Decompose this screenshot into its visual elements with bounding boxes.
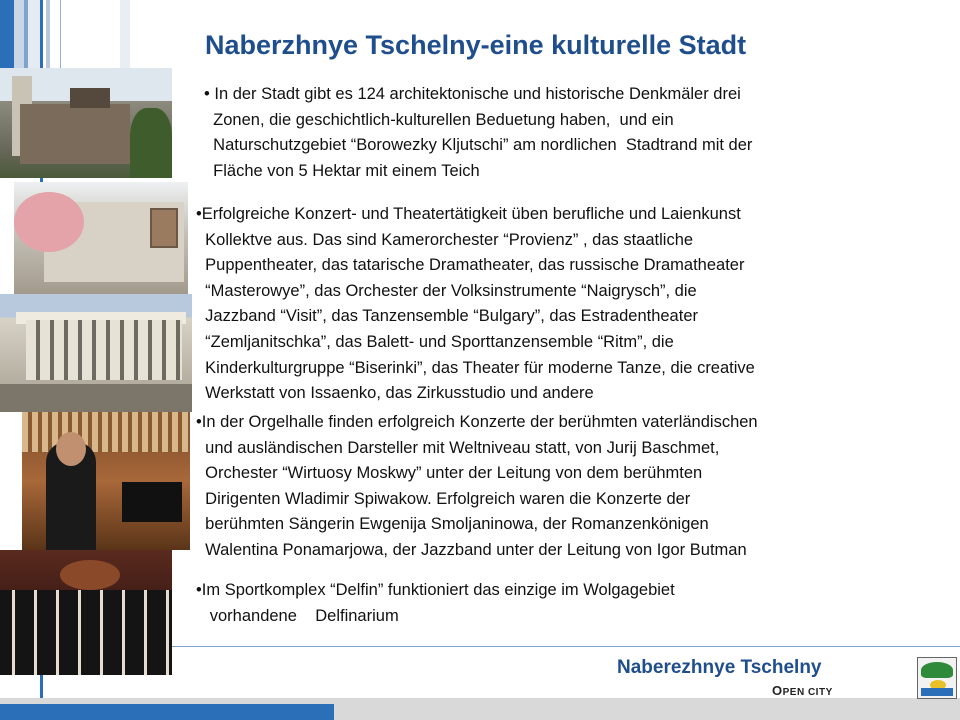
bullet-line: Walentina Ponamarjowa, der Jazzband unter der Leitung von Igor Butman: [196, 540, 747, 559]
bullet-line: Puppentheater, das tatarische Dramatheater, das russische Dramatheater: [196, 256, 745, 275]
brand-tagline: [772, 683, 833, 698]
photo-violinist: [22, 412, 190, 550]
brand-name: Naberezhnye Tschelny: [617, 657, 822, 678]
tagline-initial: O: [772, 683, 783, 698]
bullet-line: berühmten Sängerin Ewgenija Smoljaninowa, der Romanzenkönigen: [196, 515, 709, 534]
decor-stripe: [0, 0, 14, 70]
photo-theatre-facade: [14, 182, 188, 294]
decor-stripe: [60, 0, 61, 70]
bullet-line: und ausländischen Darsteller mit Weltniveau statt, von Jurij Baschmet,: [196, 438, 720, 457]
tagline-rest: PEN CITY: [782, 687, 833, 698]
photo-choir-performance: [0, 550, 172, 675]
photo-concert-hall: [0, 294, 192, 412]
bullet-monuments: [204, 82, 752, 184]
bullet-line: •Im Sportkomplex “Delfin” funktioniert das einzige im Wolgagebiet: [196, 581, 675, 599]
bullet-line: Jazzband “Visit”, das Tanzensemble “Bulgary”, das Estradentheater: [196, 307, 698, 326]
bullet-line: Kinderkulturgruppe “Biserinki”, das Theater für moderne Tanze, die creative: [196, 358, 755, 377]
decor-stripe: [46, 0, 50, 70]
footer-divider: [172, 646, 960, 647]
decor-stripe: [28, 0, 40, 70]
photo-building-exterior: [0, 68, 172, 178]
slide-title: Naberzhnye Tschelny-eine kulturelle Stadt: [205, 30, 747, 60]
bullet-line: “Masterowye”, das Orchester der Volksinstrumente “Naigrysch”, die: [196, 281, 697, 300]
bullet-line: Werkstatt von Issaenko, das Zirkusstudio und andere: [196, 384, 594, 403]
bullet-line: Kollektve aus. Das sind Kamerorchester “Provienz” , das staatliche: [196, 230, 694, 249]
decor-stripe: [120, 0, 130, 70]
bullet-line: Naturschutzgebiet “Borowezky Kljutschi” am nordlichen Stadtrand mit der: [204, 136, 753, 155]
bullet-line: vorhandene Delfinarium: [196, 606, 399, 625]
bullet-concert-theatre: [196, 202, 755, 407]
bullet-organ-hall: [196, 410, 758, 564]
footer-accent-bar: [0, 704, 334, 720]
bullet-sport-complex: [196, 578, 675, 629]
bullet-line: •In der Orgelhalle finden erfolgreich Konzerte der berühmten vaterländischen: [196, 413, 758, 431]
city-coat-of-arms-icon: [917, 657, 957, 699]
bullet-line: “Zemljanitschka”, das Balett- und Sporttanzensemble “Ritm”, die: [196, 332, 674, 351]
bullet-line: Dirigenten Wladimir Spiwakow. Erfolgreich waren die Konzerte der: [196, 489, 691, 508]
bullet-line: Zonen, die geschichtlich-kulturellen Beduetung haben, und ein: [204, 110, 674, 129]
bullet-line: • In der Stadt gibt es 124 architektonische und historische Denkmäler drei: [204, 85, 741, 103]
bullet-line: Fläche von 5 Hektar mit einem Teich: [204, 161, 480, 180]
decor-stripe: [14, 0, 24, 70]
bullet-line: Orchester “Wirtuosy Moskwy” unter der Leitung von dem berühmten: [196, 464, 703, 483]
bullet-line: •Erfolgreiche Konzert- und Theatertätigkeit üben berufliche und Laienkunst: [196, 205, 741, 223]
